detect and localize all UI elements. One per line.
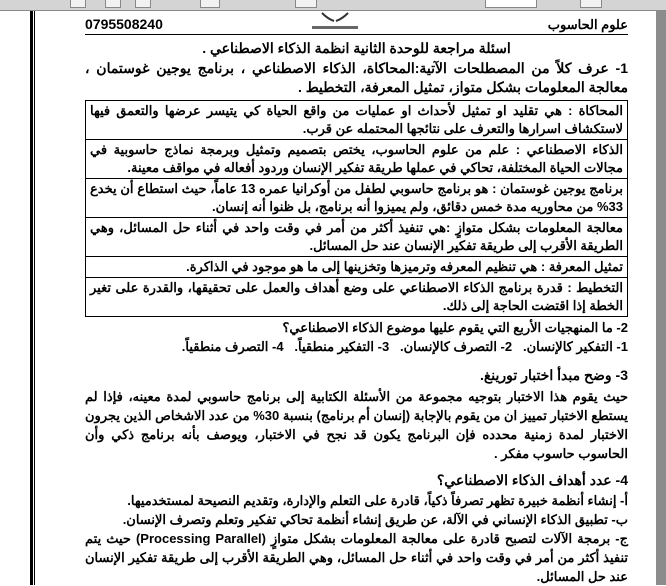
school-logo	[300, 11, 370, 33]
toolbar-button[interactable]	[70, 0, 86, 8]
definition-simulation: المحاكاة : هي تقليد او تمثيل لأحداث او عمليات من واقع الحياة كي يتيسر عرضها والتعمق فيها لاستكشاف اسرارها والتعرف على نتائجها المحتمله عن قرب.	[86, 101, 628, 140]
definitions-table	[85, 100, 628, 317]
viewer-toolbar	[0, 0, 666, 11]
toolbar-button[interactable]	[580, 0, 602, 8]
definition-ai: الذكاء الاصطناعي : علم من علوم الحاسوب، يختص بتصميم وتمثيل وبرمجة نماذج حاسوبية في مجالات الحياة المختلفة، تحاكي في عملها طريقة تفكير الإنسان وردود أفعاله في مواقف معينة.	[86, 140, 628, 179]
goal-item: أ- إنشاء أنظمة خبيرة تظهر تصرفاً ذكياً، قادرة على التعلم والإدارة، وتقديم النصيحة لمستخدميها.	[127, 493, 628, 508]
page-border	[34, 11, 35, 585]
left-panel	[0, 11, 30, 585]
toolbar-button[interactable]	[135, 0, 151, 8]
toolbar-button[interactable]	[105, 0, 121, 8]
header-divider	[85, 34, 628, 35]
question-3: 3- وضح مبدأ اختبار تورينغ.	[479, 367, 628, 383]
scrollbar[interactable]	[656, 11, 666, 585]
definition-knowledge-representation: تمثيل المعرفة : هي تنظيم المعرفه وترميزها وتخزينها إلى ما هو موجود في الذاكرة.	[86, 257, 628, 278]
goal-item: ج- برمجة الآلات لتصبح قادرة على معالجة المعلومات بشكل متوازٍ (Processing Parallel) حيث يتم تنفيذ أكثر من أمر في وقت واحد في أثناء حل المسائل، وهي الطريقة الأقرب إلى طريقة تفكير الإنسان عند حل المسائل.	[85, 531, 628, 584]
question-1: 1- عرف كلاً من المصطلحات الآتية:المحاكاة، الذكاء الاصطناعي ، برنامج يوجين غوستمان ، معالجة المعلومات بشكل متواز، تمثيل المعرفة، التخطيط .	[85, 60, 628, 95]
definition-eugene-goostman: برنامج يوجين غوستمان : هو برنامج حاسوبي لطفل من أوكرانيا عمره 13 عاماً، حيث استطاع أن يخدع 33% من محاوريه مدة خمس دقائق، ولم يميزوا أنه برنامج، بل ظنوا أنه إنسان.	[86, 179, 628, 218]
phone-number: 0795508240	[85, 16, 163, 32]
question-3-answer: حيث يقوم هذا الاختبار بتوجيه مجموعة من الأسئلة الكتابية إلى برنامج حاسوبي لمدة معينه، فإذا لم يستطع الاختبار تمييز ان من يقوم بالإجابة (إنسان أم برنامج) بنسبة 30% من عدد الاشخاص الذين يجرون الاختبار لمدة زمنية محدده فإن البرنامج يكون قد نجح في الاختبار، ويوصف بأنه برنامج ذكي وأن الحاسوب حاسوب مفكر .	[85, 389, 628, 461]
page-border	[30, 11, 33, 585]
definition-planning: التخطيط : قدرة برنامج الذكاء الاصطناعي على وضع أهداف والعمل على تحقيقها، والقدرة على تغير الخطة إذا اقتضت الحاجة إلى ذلك.	[86, 278, 628, 317]
subject-name: علوم الحاسوب	[547, 17, 628, 32]
zoom-input[interactable]	[485, 0, 537, 8]
goal-item: ب- تطبيق الذكاء الإنساني في الآلة، عن طريق إنشاء أنظمة تحاكي تفكير وتعلم وتصرف الإنسان.	[122, 512, 628, 527]
page-number-input[interactable]	[295, 0, 317, 8]
toolbar-button[interactable]	[200, 0, 220, 8]
question-4: 4- عدد أهداف الذكاء الاصطناعي؟	[436, 472, 628, 488]
question-2: 2- ما المنهجيات الأربع التي يقوم عليها موضوع الذكاء الاصطناعي؟	[282, 320, 628, 335]
page-title: اسئلة مراجعة للوحدة الثانية انظمة الذكاء الاصطناعي .	[202, 40, 511, 56]
definition-parallel-processing: معالجة المعلومات بشكل متوازٍ :هي تنفيذ أكثر من أمر في وقت واحد في أثناء حل المسائل، وهي الطريقة الأقرب إلى طريقة تفكير الإنسان عند حل المسائل.	[86, 218, 628, 257]
question-2-answer: 1- التفكير كالإنسان. 2- التصرف كالإنسان. 3- التفكير منطقياً. 4- التصرف منطقياً.	[181, 339, 628, 354]
